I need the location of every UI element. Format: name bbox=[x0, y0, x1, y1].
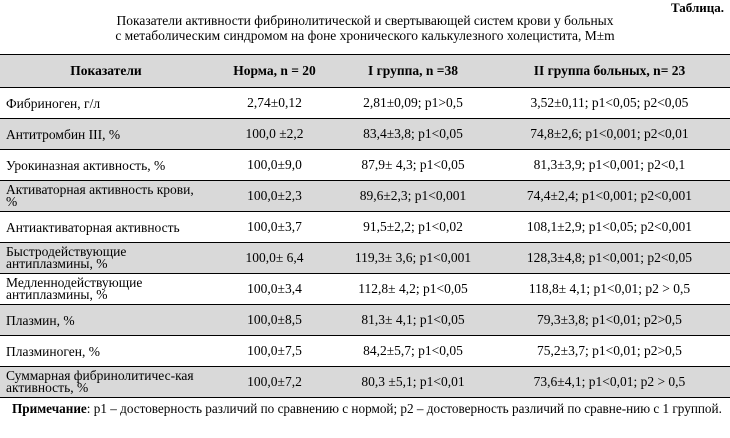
table-row bbox=[0, 243, 730, 274]
table-row bbox=[0, 181, 730, 212]
row-group-1: 2,81±0,09; p1>0,5 bbox=[337, 88, 489, 119]
header-group-2: II группа больных, n= 23 bbox=[489, 55, 730, 88]
row-group-2: 3,52±0,11; p1<0,05; p2<0,05 bbox=[489, 88, 730, 119]
row-group-1: 89,6±2,3; p1<0,001 bbox=[337, 181, 489, 212]
row-name: Быстродействующие антиплазмины, % bbox=[0, 243, 212, 274]
row-group-2: 118,8± 4,1; p1<0,01; p2 > 0,5 bbox=[489, 274, 730, 305]
data-table bbox=[0, 54, 730, 398]
row-name: Суммарная фибринолитичес-кая активность, % bbox=[0, 367, 212, 398]
row-norm: 100,0 ±2,2 bbox=[212, 119, 337, 150]
header-indicator: Показатели bbox=[0, 55, 212, 88]
table-row bbox=[0, 336, 730, 367]
table-row bbox=[0, 367, 730, 398]
row-group-1: 119,3± 3,6; p1<0,001 bbox=[337, 243, 489, 274]
row-norm: 100,0±9,0 bbox=[212, 150, 337, 181]
table-row bbox=[0, 119, 730, 150]
row-group-1: 83,4±3,8; p1<0,05 bbox=[337, 119, 489, 150]
table-caption bbox=[0, 13, 730, 43]
row-name: Урокиназная активность, % bbox=[0, 150, 212, 181]
row-group-1: 91,5±2,2; p1<0,02 bbox=[337, 212, 489, 243]
row-group-1: 80,3 ±5,1; p1<0,01 bbox=[337, 367, 489, 398]
row-group-2: 74,8±2,6; p1<0,001; p2<0,01 bbox=[489, 119, 730, 150]
header-row bbox=[0, 55, 730, 88]
note-text: : p1 – достоверность различий по сравнению с нормой; p2 – достоверность различий по сравне-нию с 1 группой. bbox=[86, 401, 722, 416]
row-group-2: 128,3±4,8; p1<0,001; p2<0,05 bbox=[489, 243, 730, 274]
caption-line-2: с метаболическим синдромом на фоне хронического калькулезного холецистита, M±m bbox=[115, 28, 615, 43]
row-name: Медленнодействующие антиплазмины, % bbox=[0, 274, 212, 305]
table-row bbox=[0, 88, 730, 119]
row-name: Фибриноген, г/л bbox=[0, 88, 212, 119]
row-group-2: 81,3±3,9; p1<0,001; p2<0,1 bbox=[489, 150, 730, 181]
note-label: Примечание bbox=[12, 401, 87, 416]
row-group-1: 87,9± 4,3; p1<0,05 bbox=[337, 150, 489, 181]
row-group-1: 81,3± 4,1; p1<0,05 bbox=[337, 305, 489, 336]
row-norm: 100,0±3,7 bbox=[212, 212, 337, 243]
caption-line-1: Показатели активности фибринолитической и свертывающей систем крови у больных bbox=[116, 13, 614, 28]
row-group-2: 79,3±3,8; p1<0,01; p2>0,5 bbox=[489, 305, 730, 336]
table-label: Таблица. bbox=[670, 0, 724, 15]
table-note bbox=[0, 401, 726, 417]
table-row bbox=[0, 212, 730, 243]
row-name: Антитромбин III, % bbox=[0, 119, 212, 150]
row-norm: 100,0±7,2 bbox=[212, 367, 337, 398]
row-name: Плазмин, % bbox=[0, 305, 212, 336]
row-group-2: 75,2±3,7; p1<0,01; p2>0,5 bbox=[489, 336, 730, 367]
row-name: Плазминоген, % bbox=[0, 336, 212, 367]
row-norm: 100,0± 6,4 bbox=[212, 243, 337, 274]
table-row bbox=[0, 274, 730, 305]
row-group-2: 74,4±2,4; p1<0,001; p2<0,001 bbox=[489, 181, 730, 212]
row-group-1: 112,8± 4,2; p1<0,05 bbox=[337, 274, 489, 305]
row-group-1: 84,2±5,7; p1<0,05 bbox=[337, 336, 489, 367]
row-norm: 100,0±3,4 bbox=[212, 274, 337, 305]
row-norm: 100,0±7,5 bbox=[212, 336, 337, 367]
row-norm: 100,0±8,5 bbox=[212, 305, 337, 336]
row-group-2: 108,1±2,9; p1<0,05; p2<0,001 bbox=[489, 212, 730, 243]
header-group-1: I группа, n =38 bbox=[337, 55, 489, 88]
row-norm: 100,0±2,3 bbox=[212, 181, 337, 212]
row-name: Активаторная активность крови, % bbox=[0, 181, 212, 212]
header-norm: Норма, n = 20 bbox=[212, 55, 337, 88]
table-row bbox=[0, 305, 730, 336]
table-row bbox=[0, 150, 730, 181]
row-norm: 2,74±0,12 bbox=[212, 88, 337, 119]
row-group-2: 73,6±4,1; p1<0,01; p2 > 0,5 bbox=[489, 367, 730, 398]
row-name: Антиактиваторная активность bbox=[0, 212, 212, 243]
